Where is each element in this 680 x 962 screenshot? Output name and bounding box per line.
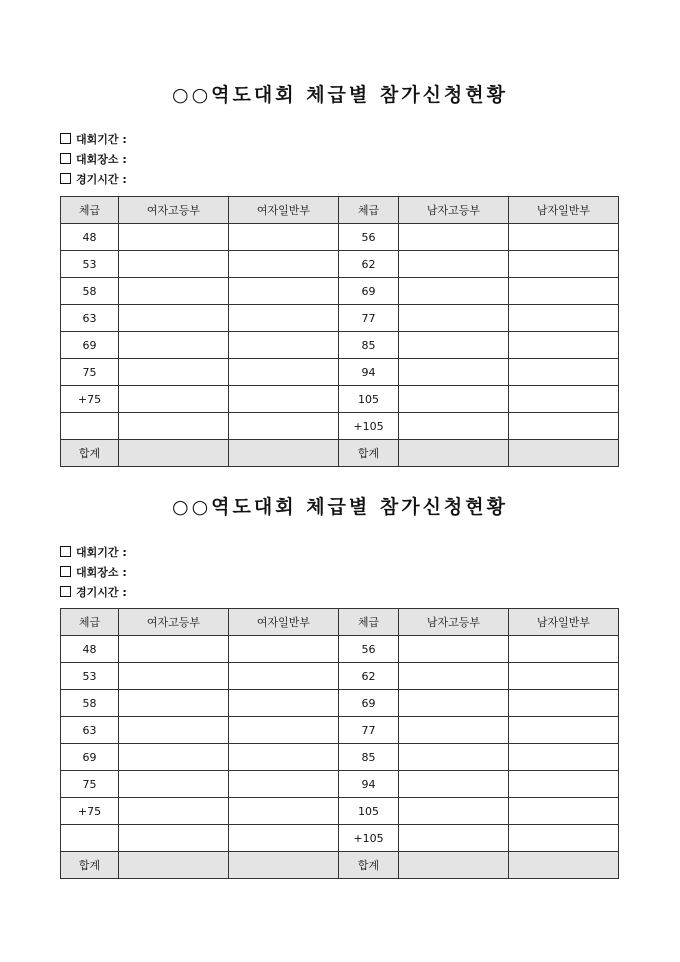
weight-class-table — [60, 608, 619, 879]
entry-cell[interactable] — [509, 825, 619, 852]
entry-cell[interactable] — [399, 359, 509, 386]
entry-cell[interactable] — [229, 690, 339, 717]
checkbox-icon — [60, 133, 71, 144]
entry-cell[interactable] — [119, 771, 229, 798]
entry-cell[interactable] — [119, 852, 229, 879]
entry-cell[interactable] — [119, 413, 229, 440]
entry-cell[interactable] — [119, 332, 229, 359]
table-row — [61, 305, 619, 332]
weight-class-cell: 69 — [61, 744, 119, 771]
table-row — [61, 413, 619, 440]
weight-class-cell: 63 — [61, 305, 119, 332]
entry-cell[interactable] — [399, 690, 509, 717]
column-header: 체급 — [61, 609, 119, 636]
entry-cell[interactable] — [119, 690, 229, 717]
entry-cell[interactable] — [229, 251, 339, 278]
entry-cell[interactable] — [119, 717, 229, 744]
weight-class-table — [60, 196, 619, 467]
weight-class-cell: 53 — [61, 251, 119, 278]
info-time: 경기시간 : — [60, 583, 127, 603]
form-title: ○○역도대회 체급별 참가신청현황 — [172, 84, 508, 106]
table-row — [61, 332, 619, 359]
entry-cell[interactable] — [509, 798, 619, 825]
weight-class-cell: 105 — [339, 798, 399, 825]
weight-class-cell: 58 — [61, 690, 119, 717]
info-venue: 대회장소 : — [60, 150, 127, 170]
form-title: ○○역도대회 체급별 참가신청현황 — [172, 496, 508, 518]
entry-cell[interactable] — [119, 798, 229, 825]
entry-cell[interactable] — [119, 251, 229, 278]
column-header: 체급 — [339, 197, 399, 224]
weight-class-cell: 85 — [339, 332, 399, 359]
table-row — [61, 359, 619, 386]
entry-cell[interactable] — [229, 744, 339, 771]
weight-class-cell: +75 — [61, 798, 119, 825]
entry-cell[interactable] — [119, 359, 229, 386]
entry-cell[interactable] — [509, 332, 619, 359]
weight-class-cell: +105 — [339, 825, 399, 852]
table-row — [61, 224, 619, 251]
weight-class-cell — [61, 413, 119, 440]
weight-class-cell: 합계 — [61, 440, 119, 467]
form-info — [60, 130, 127, 190]
entry-cell[interactable] — [119, 744, 229, 771]
table-row — [61, 636, 619, 663]
column-header: 여자일반부 — [229, 197, 339, 224]
table-row — [61, 771, 619, 798]
entry-cell[interactable] — [229, 636, 339, 663]
column-header: 남자일반부 — [509, 197, 619, 224]
weight-class-cell: 합계 — [339, 852, 399, 879]
form-info — [60, 543, 127, 603]
info-time: 경기시간 : — [60, 170, 127, 190]
weight-class-cell: 58 — [61, 278, 119, 305]
table-row — [61, 690, 619, 717]
column-header: 체급 — [339, 609, 399, 636]
weight-class-cell: 69 — [339, 690, 399, 717]
column-header: 남자일반부 — [509, 609, 619, 636]
weight-class-cell: 75 — [61, 359, 119, 386]
weight-class-cell: 85 — [339, 744, 399, 771]
entry-cell[interactable] — [509, 224, 619, 251]
entry-cell[interactable] — [119, 825, 229, 852]
column-header: 여자고등부 — [119, 197, 229, 224]
checkbox-icon — [60, 546, 71, 557]
checkbox-icon — [60, 586, 71, 597]
entry-cell[interactable] — [399, 771, 509, 798]
info-period: 대회기간 : — [60, 543, 127, 563]
entry-cell[interactable] — [509, 305, 619, 332]
checkbox-icon — [60, 173, 71, 184]
entry-cell[interactable] — [119, 440, 229, 467]
entry-cell[interactable] — [229, 224, 339, 251]
total-row — [61, 852, 619, 879]
entry-cell[interactable] — [399, 386, 509, 413]
weight-class-cell: 69 — [339, 278, 399, 305]
entry-cell[interactable] — [399, 798, 509, 825]
entry-cell[interactable] — [119, 386, 229, 413]
table-row — [61, 386, 619, 413]
entry-cell[interactable] — [229, 332, 339, 359]
weight-class-cell: 53 — [61, 663, 119, 690]
weight-class-cell — [61, 825, 119, 852]
entry-cell[interactable] — [509, 359, 619, 386]
table-row — [61, 825, 619, 852]
entry-cell[interactable] — [229, 717, 339, 744]
weight-class-cell: 62 — [339, 251, 399, 278]
column-header: 여자일반부 — [229, 609, 339, 636]
entry-cell[interactable] — [399, 825, 509, 852]
weight-class-cell: +105 — [339, 413, 399, 440]
weight-class-cell: 77 — [339, 717, 399, 744]
entry-cell[interactable] — [229, 305, 339, 332]
entry-cell[interactable] — [399, 717, 509, 744]
weight-class-cell: 75 — [61, 771, 119, 798]
weight-class-cell: 합계 — [61, 852, 119, 879]
weight-class-cell: 63 — [61, 717, 119, 744]
entry-cell[interactable] — [119, 305, 229, 332]
weight-class-cell: 48 — [61, 224, 119, 251]
entry-cell[interactable] — [509, 690, 619, 717]
entry-cell[interactable] — [399, 251, 509, 278]
entry-cell[interactable] — [119, 224, 229, 251]
entry-cell[interactable] — [229, 278, 339, 305]
entry-cell[interactable] — [399, 278, 509, 305]
info-venue: 대회장소 : — [60, 563, 127, 583]
table-header-row — [61, 609, 619, 636]
column-header: 남자고등부 — [399, 197, 509, 224]
info-period: 대회기간 : — [60, 130, 127, 150]
weight-class-cell: 합계 — [339, 440, 399, 467]
checkbox-icon — [60, 153, 71, 164]
entry-cell[interactable] — [399, 744, 509, 771]
entry-cell[interactable] — [509, 744, 619, 771]
total-row — [61, 440, 619, 467]
entry-cell[interactable] — [399, 224, 509, 251]
table-row — [61, 717, 619, 744]
entry-cell[interactable] — [509, 636, 619, 663]
weight-class-cell: 48 — [61, 636, 119, 663]
table-row — [61, 663, 619, 690]
entry-cell[interactable] — [509, 852, 619, 879]
entry-cell[interactable] — [509, 413, 619, 440]
entry-cell[interactable] — [119, 278, 229, 305]
entry-cell[interactable] — [229, 771, 339, 798]
table-row — [61, 798, 619, 825]
entry-cell[interactable] — [229, 359, 339, 386]
entry-cell[interactable] — [509, 771, 619, 798]
entry-cell[interactable] — [509, 717, 619, 744]
weight-class-cell: 105 — [339, 386, 399, 413]
column-header: 여자고등부 — [119, 609, 229, 636]
entry-cell[interactable] — [509, 440, 619, 467]
column-header: 남자고등부 — [399, 609, 509, 636]
entry-cell[interactable] — [509, 663, 619, 690]
entry-cell[interactable] — [119, 636, 229, 663]
entry-cell[interactable] — [229, 413, 339, 440]
weight-class-cell: 94 — [339, 359, 399, 386]
weight-class-cell: 56 — [339, 224, 399, 251]
weight-class-cell: 94 — [339, 771, 399, 798]
entry-cell[interactable] — [229, 825, 339, 852]
checkbox-icon — [60, 566, 71, 577]
table-row — [61, 278, 619, 305]
entry-cell[interactable] — [229, 852, 339, 879]
entry-cell[interactable] — [119, 663, 229, 690]
entry-cell[interactable] — [399, 852, 509, 879]
entry-cell[interactable] — [229, 386, 339, 413]
entry-cell[interactable] — [399, 636, 509, 663]
table-header-row — [61, 197, 619, 224]
weight-class-cell: +75 — [61, 386, 119, 413]
entry-cell[interactable] — [399, 440, 509, 467]
entry-cell[interactable] — [509, 278, 619, 305]
entry-cell[interactable] — [229, 663, 339, 690]
entry-cell[interactable] — [399, 663, 509, 690]
weight-class-cell: 62 — [339, 663, 399, 690]
entry-cell[interactable] — [229, 440, 339, 467]
table-row — [61, 251, 619, 278]
table-row — [61, 744, 619, 771]
column-header: 체급 — [61, 197, 119, 224]
entry-cell[interactable] — [399, 332, 509, 359]
entry-cell[interactable] — [229, 798, 339, 825]
entry-cell[interactable] — [399, 305, 509, 332]
weight-class-cell: 69 — [61, 332, 119, 359]
entry-cell[interactable] — [509, 251, 619, 278]
weight-class-cell: 56 — [339, 636, 399, 663]
weight-class-cell: 77 — [339, 305, 399, 332]
entry-cell[interactable] — [399, 413, 509, 440]
entry-cell[interactable] — [509, 386, 619, 413]
